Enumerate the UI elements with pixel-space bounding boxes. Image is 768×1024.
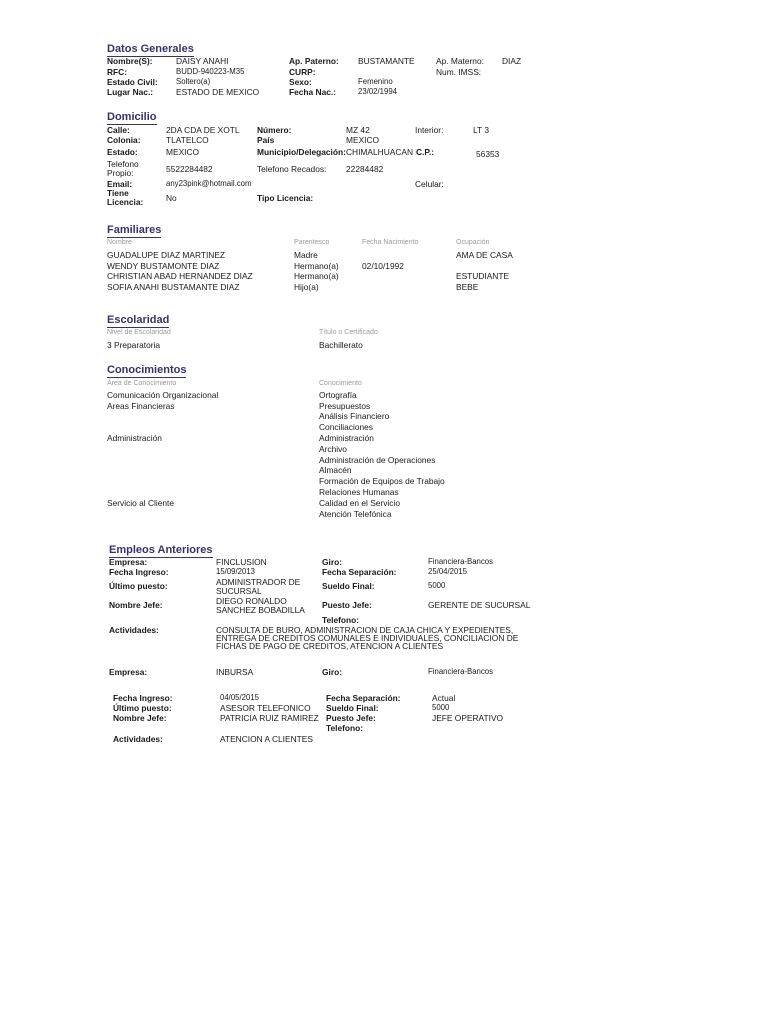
familiar-parentesco: Hermano(a) (294, 261, 339, 271)
conocimiento-area: Servicio al Cliente (107, 498, 175, 508)
rfc-value: BUDD-940223-M35 (176, 67, 245, 76)
giro-label: Giro: (322, 667, 343, 677)
nombre-jefe-label: Nombre Jefe: (109, 600, 163, 610)
giro-value: Financiera-Bancos (428, 667, 494, 676)
nombre-jefe-value-line1: DIEGO RONALDO (216, 596, 287, 606)
sueldo-final-label: Sueldo Final: (322, 581, 375, 591)
sexo-value: Femenino (358, 77, 393, 86)
numero-value: MZ 42 (346, 125, 370, 135)
conocimiento-area: Comunicación Organizacional (107, 390, 219, 400)
email-label: Email: (107, 179, 133, 189)
conocimiento-item: Atención Telefónica (319, 509, 392, 519)
section-title-datos-generales: Datos Generales (107, 43, 194, 55)
conocimiento-item: Presupuestos (319, 401, 371, 411)
ap-materno-label: Ap. Materno: (436, 56, 484, 66)
estado-civil-value: Soltero(a) (176, 77, 211, 86)
tel-recados-label: Telefono Recados: (257, 164, 327, 174)
licencia-value: No (166, 193, 177, 203)
familiar-parentesco: Madre (294, 250, 318, 260)
conocimiento-item: Almacén (319, 465, 352, 475)
email-value: any23pink@hotmail.com (166, 179, 252, 188)
familiar-parentesco: Hermano(a) (294, 271, 339, 281)
fecha-separacion-label: Fecha Separación: (326, 693, 401, 703)
puesto-jefe-label: Puesto Jefe: (326, 713, 376, 723)
colonia-label: Colonia: (107, 135, 141, 145)
familiar-nombre: GUADALUPE DIAZ MARTINEZ (107, 250, 226, 260)
nombre-jefe-value-line2: SANCHEZ BOBADILLA (216, 605, 305, 615)
curp-label: CURP: (289, 67, 316, 77)
familiar-parentesco: Hijo(a) (294, 282, 319, 292)
fecha-ingreso-value: 15/09/2013 (216, 567, 256, 576)
section-title-empleos: Empleos Anteriores (109, 544, 213, 556)
escolaridad-titulo: Bachillerato (319, 340, 363, 350)
ap-materno-value: DIAZ (502, 56, 522, 66)
conocimiento-item: Archivo (319, 444, 347, 454)
conocimientos-header-conocimiento: Conocimiento (319, 380, 362, 387)
giro-value: Financiera-Bancos (428, 557, 494, 566)
estado-value: MEXICO (166, 147, 200, 157)
ap-paterno-label: Ap. Paterno: (289, 56, 339, 66)
nombre-jefe-value: PATRICIA RUIZ RAMIREZ (220, 713, 319, 723)
lugar-nac-label: Lugar Nac.: (107, 87, 154, 97)
tel-propio-label-1: Telefono (107, 159, 139, 169)
sexo-label: Sexo: (289, 77, 312, 87)
empresa-label: Empresa: (109, 557, 148, 567)
lugar-nac-value: ESTADO DE MEXICO (176, 87, 260, 97)
conocimiento-item: Formación de Equipos de Trabajo (319, 476, 445, 486)
calle-label: Calle: (107, 125, 130, 135)
ultimo-puesto-value-line1: ADMINISTRADOR DE (216, 577, 301, 587)
empresa-value: FINCLUSION (216, 557, 267, 567)
nombre-label: Nombre(S): (107, 56, 153, 66)
familiares-header-fecha: Fecha Nacimiento (362, 239, 419, 246)
sueldo-final-value: 5000 (428, 581, 446, 590)
rfc-label: RFC: (107, 67, 128, 77)
empresa-value: INBURSA (216, 667, 254, 677)
colonia-value: TLATELCO (166, 135, 209, 145)
conocimiento-area: Administración (107, 433, 162, 443)
actividades-label: Actividades: (113, 734, 163, 744)
imss-label: Num. IMSS: (436, 67, 482, 77)
familiar-nombre: CHRISTIAN ABAD HERNANDEZ DIAZ (107, 271, 253, 281)
familiar-ocupacion: BEBE (456, 282, 479, 292)
telefono-label: Telefono: (326, 723, 364, 733)
actividades-line: FICHAS DE PAGO DE CREDITOS, ATENCION A CLIENTES (216, 641, 444, 651)
tel-recados-value: 22284482 (346, 164, 384, 174)
telefono-label: Telefono: (322, 615, 360, 625)
section-title-familiares: Familiares (107, 224, 162, 236)
fecha-separacion-value: 25/04/2015 (428, 567, 468, 576)
fecha-nac-label: Fecha Nac.: (289, 87, 337, 97)
familiares-header-ocupacion: Ocupación (456, 239, 490, 246)
empresa-label: Empresa: (109, 667, 148, 677)
cp-value: 56353 (476, 149, 500, 159)
sueldo-final-label: Sueldo Final: (326, 703, 379, 713)
fecha-ingreso-label: Fecha Ingreso: (113, 693, 173, 703)
conocimiento-item: Relaciones Humanas (319, 487, 399, 497)
section-title-conocimientos: Conocimientos (107, 364, 187, 376)
fecha-nac-value: 23/02/1994 (358, 87, 398, 96)
celular-label: Celular: (415, 179, 444, 189)
familiar-ocupacion: ESTUDIANTE (456, 271, 510, 281)
licencia-label-1: Tiene (107, 188, 129, 198)
tipo-licencia-label: Tipo Licencia: (257, 193, 314, 203)
estado-label: Estado: (107, 147, 138, 157)
sueldo-final-value: 5000 (432, 703, 450, 712)
conocimientos-header-area: Área de Conocimiento (107, 380, 177, 387)
actividades-line: CONSULTA DE BURO, ADMINISTRACION DE CAJA CHICA Y EXPEDIENTES, (216, 625, 514, 635)
actividades-label: Actividades: (109, 625, 159, 635)
puesto-jefe-label: Puesto Jefe: (322, 600, 372, 610)
actividades-value: ATENCION A CLIENTES (220, 734, 313, 744)
ultimo-puesto-value: ASESOR TELEFONICO (220, 703, 311, 713)
pais-label: País (257, 135, 275, 145)
interior-label: Interior: (415, 125, 444, 135)
giro-label: Giro: (322, 557, 343, 567)
calle-value: 2DA CDA DE XOTL (166, 125, 240, 135)
escolaridad-header-titulo: Título o Certificado (319, 329, 378, 336)
numero-label: Número: (257, 125, 292, 135)
ap-paterno-value: BUSTAMANTE (358, 56, 415, 66)
cp-label: C.P.: (416, 147, 434, 157)
tel-propio-label-2: Propio: (107, 168, 134, 178)
familiares-header-nombre: Nombre (107, 239, 132, 246)
conocimiento-item: Conciliaciones (319, 422, 373, 432)
conocimiento-item: Ortografía (319, 390, 357, 400)
puesto-jefe-value: JEFE OPERATIVO (432, 713, 504, 723)
estado-civil-label: Estado Civil: (107, 77, 158, 87)
fecha-separacion-label: Fecha Separación: (322, 567, 397, 577)
pais-value: MEXICO (346, 135, 380, 145)
conocimiento-item: Administración (319, 433, 374, 443)
ultimo-puesto-value-line2: SUCURSAL (216, 586, 262, 596)
conocimiento-item: Análisis Financiero (319, 411, 390, 421)
fecha-ingreso-label: Fecha Ingreso: (109, 567, 169, 577)
fecha-ingreso-value: 04/05/2015 (220, 693, 260, 702)
familiar-nombre: WENDY BUSTAMONTE DIAZ (107, 261, 220, 271)
puesto-jefe-value: GERENTE DE SUCURSAL (428, 600, 531, 610)
conocimiento-area: Areas Financieras (107, 401, 175, 411)
familiar-fecha: 02/10/1992 (362, 261, 404, 271)
conocimiento-item: Administración de Operaciones (319, 455, 436, 465)
licencia-label-2: Licencia: (107, 197, 144, 207)
escolaridad-header-nivel: Nivel de Escolaridad (107, 329, 171, 336)
familiar-ocupacion: AMA DE CASA (456, 250, 513, 260)
interior-value: LT 3 (473, 125, 489, 135)
municipio-label: Municipio/Delegación: (257, 147, 346, 157)
familiares-header-parentesco: Parentesco (294, 239, 330, 246)
municipio-value: CHIMALHUACAN (346, 147, 414, 157)
conocimiento-item: Calidad en el Servicio (319, 498, 401, 508)
familiar-nombre: SOFIA ANAHI BUSTAMANTE DIAZ (107, 282, 240, 292)
escolaridad-nivel: 3 Preparatoria (107, 340, 161, 350)
section-title-domicilio: Domicilio (107, 111, 157, 123)
actividades-line: ENTREGA DE CREDITOS COMUNALES E INDIVIDUALES, CONCILIACION DE (216, 633, 519, 643)
ultimo-puesto-label: Último puesto: (109, 581, 168, 591)
tel-propio-value: 5522284482 (166, 164, 213, 174)
nombre-value: DAISY ANAHI (176, 56, 229, 66)
section-title-escolaridad: Escolaridad (107, 314, 170, 326)
fecha-separacion-value: Actual (432, 693, 456, 703)
ultimo-puesto-label: Último puesto: (113, 703, 172, 713)
nombre-jefe-label: Nombre Jefe: (113, 713, 167, 723)
